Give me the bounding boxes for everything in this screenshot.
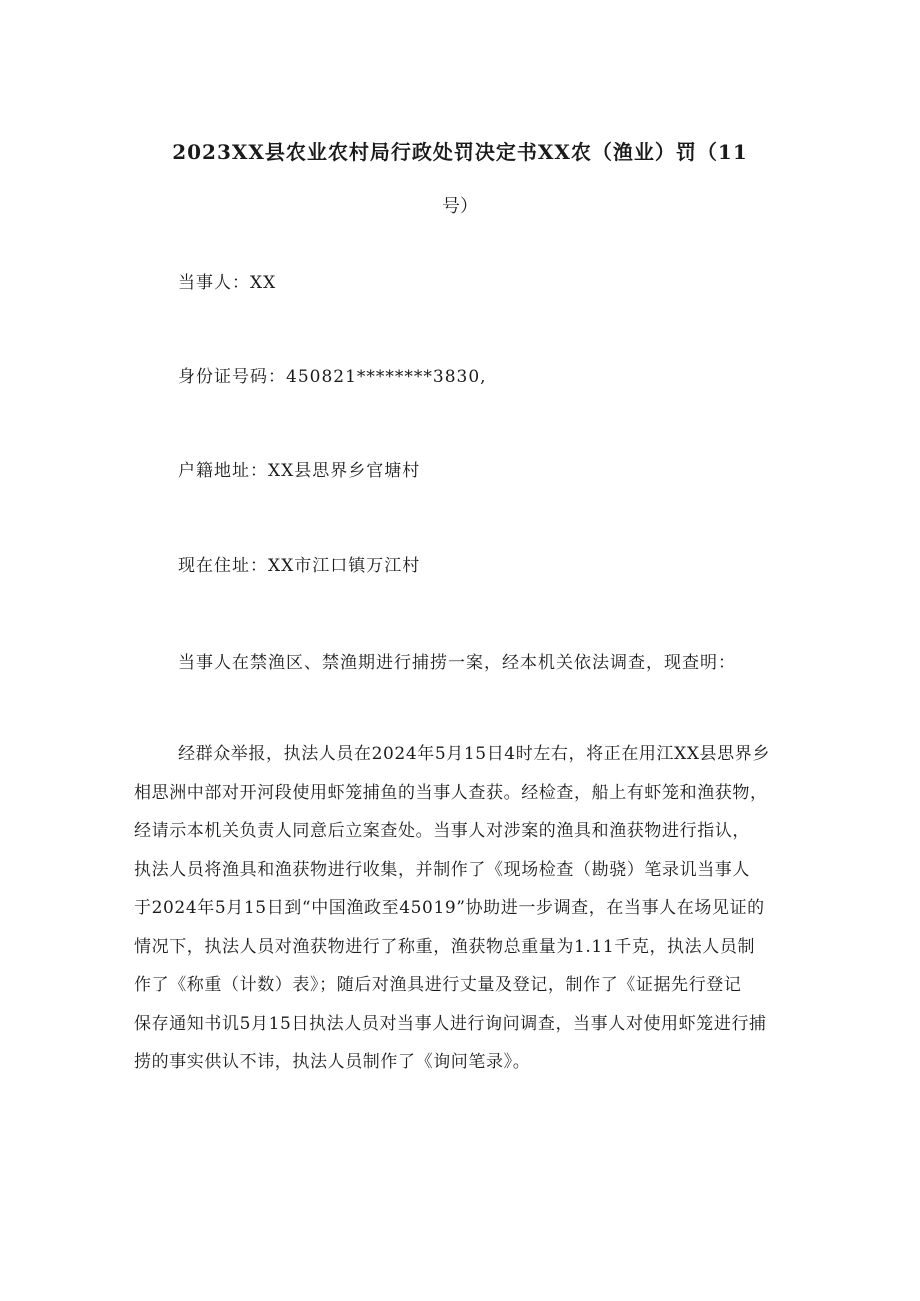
household-address-field: 户籍地址：XX县思界乡官塘村 <box>178 461 421 481</box>
paragraph-line: 捞的事实供认不讳，执法人员制作了《询问笔录》。 <box>134 1052 531 1072</box>
current-address-field: 现在住址：XX市江口镇万江村 <box>178 556 421 576</box>
paragraph-line: 情况下，执法人员对渔获物进行了称重，渔获物总重量为1.11千克，执法人员制 <box>134 936 756 957</box>
paragraph-line: 作了《称重（计数）表》；随后对渔具进行丈量及登记，制作了《证据先行登记 <box>134 975 742 995</box>
id-number-field: 身份证号码：450821********3830, <box>178 367 487 387</box>
paragraph-line: 于2024年5月15日到“中国渔政至45019”协助进一步调查，在当事人在场见证的 <box>134 898 765 918</box>
paragraph-line: 相思洲中部对开河段使用虾笼捕鱼的当事人查获。经检查，船上有虾笼和渔获物， <box>134 782 768 803</box>
paragraph-line: 保存通知书讥5月15日执法人员对当事人进行询问调查，当事人对使用虾笼进行捕 <box>134 1013 767 1034</box>
case-intro-paragraph: 当事人在禁渔区、禁渔期进行捕捞一案，经本机关依法调查，现查明： <box>178 653 736 673</box>
paragraph-line: 执法人员将渔具和渔获物进行收集，并制作了《现场检查（勘骁）笔录讥当事人 <box>134 859 750 880</box>
paragraph-line: 经群众举报，执法人员在2024年5月15日4时左右，将正在用江XX县思界乡 <box>178 744 770 764</box>
party-field: 当事人：XX <box>178 273 277 293</box>
document-title-continuation: 号） <box>442 196 478 217</box>
findings-paragraph <box>134 740 794 1087</box>
document-title: 2023XX县农业农村局行政处罚决定书XX农（渔业）罚（11 <box>172 140 748 164</box>
paragraph-line: 经请示本机关负责人同意后立案查处。当事人对涉案的渔具和渔获物进行指认， <box>134 821 750 841</box>
